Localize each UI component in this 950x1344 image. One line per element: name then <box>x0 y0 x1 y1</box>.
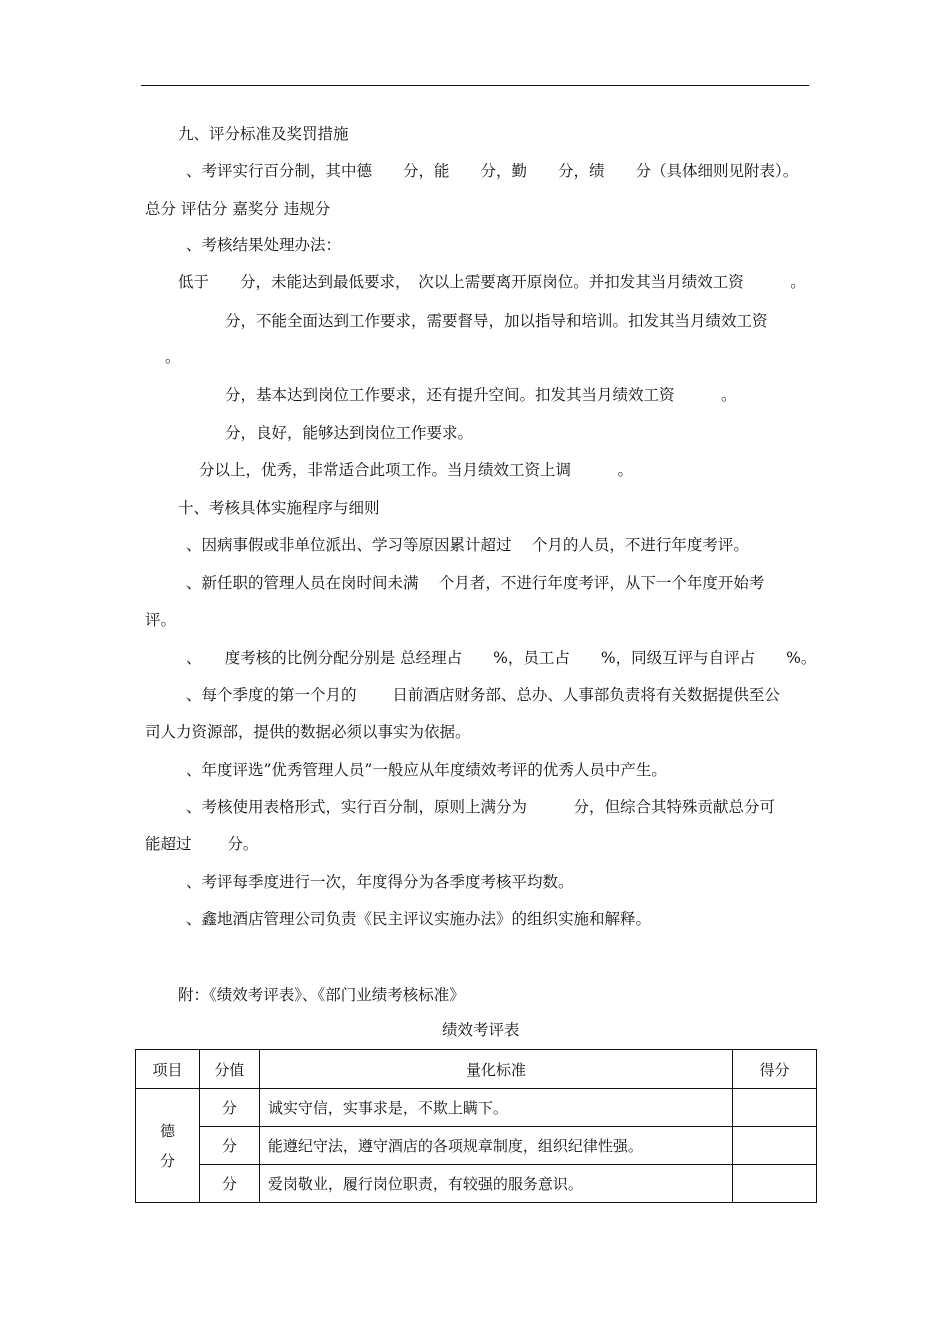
row-score[interactable] <box>733 1089 817 1127</box>
section10-line6b: 能超过 分。 <box>145 835 259 853</box>
appendix-note: 附：《绩效考评表》、《部门业绩考核标准》 <box>178 986 465 1004</box>
section10-line6: 、考核使用表格形式，实行百分制，原则上满分为 分，但综合其特殊贡献总分可 <box>186 798 776 816</box>
section10-line8: 、鑫地酒店管理公司负责《民主评议实施办法》的组织实施和解释。 <box>186 910 652 928</box>
row-value: 分 <box>199 1089 259 1127</box>
row-criterion: 诚实守信，实事求是，不欺上瞒下。 <box>259 1089 732 1127</box>
table-header-row <box>136 1050 817 1089</box>
section9-line4: 低于 分，未能达到最低要求， 次以上需要离开原岗位。并扣发其当月绩效工资 。 <box>178 273 806 291</box>
section10-heading: 十、考核具体实施程序与细则 <box>178 499 380 517</box>
header-score: 得分 <box>733 1050 817 1089</box>
table-row <box>136 1165 817 1203</box>
row-criterion: 爱岗敬业，履行岗位职责，有较强的服务意识。 <box>259 1165 732 1203</box>
section10-line2: 、新任职的管理人员在岗时间未满 个月者，不进行年度考评，从下一个年度开始考 <box>186 574 765 592</box>
header-item: 项目 <box>136 1050 200 1089</box>
row-criterion: 能遵纪守法，遵守酒店的各项规章制度，组织纪律性强。 <box>259 1127 732 1165</box>
row-score[interactable] <box>733 1127 817 1165</box>
table-title: 绩效考评表 <box>442 1021 520 1039</box>
section9-line5b: 。 <box>165 348 181 366</box>
group-cell <box>136 1089 200 1203</box>
section10-line1: 、因病事假或非单位派出、学习等原因累计超过 个月的人员，不进行年度考评。 <box>186 536 749 554</box>
header-rule <box>141 85 809 86</box>
group-label-line2: 分 <box>159 1151 175 1170</box>
section9-line2: 总分 评估分 嘉奖分 违规分 <box>145 200 331 218</box>
section9-heading: 九、评分标准及奖罚措施 <box>178 125 349 143</box>
section10-line5: 、年度评选”优秀管理人员”一般应从年度绩效考评的优秀人员中产生。 <box>186 761 667 779</box>
section9-line8: 分以上，优秀，非常适合此项工作。当月绩效工资上调 。 <box>199 461 634 479</box>
section10-line4b: 司人力资源部，提供的数据必须以事实为依据。 <box>145 723 471 741</box>
section10-line4: 、每个季度的第一个月的 日前酒店财务部、总办、人事部负责将有关数据提供至公 <box>186 686 780 704</box>
section10-line2b: 评。 <box>145 611 177 629</box>
section9-line6: 分，基本达到岗位工作要求，还有提升空间。扣发其当月绩效工资 。 <box>225 386 737 404</box>
score-table <box>135 1049 817 1203</box>
table-row <box>136 1089 817 1127</box>
section10-line3: 、 度考核的比例分配分别是 总经理占 %，员工占 %，同级互评与自评占 %。 <box>186 649 817 667</box>
section10-line7: 、考评每季度进行一次，年度得分为各季度考核平均数。 <box>186 873 574 891</box>
row-value: 分 <box>199 1165 259 1203</box>
section9-line1: 、考评实行百分制，其中德 分，能 分，勤 分，绩 分（具体细则见附表）。 <box>186 162 799 180</box>
row-score[interactable] <box>733 1165 817 1203</box>
header-value: 分值 <box>199 1050 259 1089</box>
section9-line5: 分，不能全面达到工作要求，需要督导，加以指导和培训。扣发其当月绩效工资 <box>225 312 768 330</box>
section9-line7: 分，良好，能够达到岗位工作要求。 <box>225 424 474 442</box>
group-label-line1: 德 <box>159 1121 175 1140</box>
header-criterion: 量化标准 <box>259 1050 732 1089</box>
section9-line3: 、考核结果处理办法： <box>186 236 342 254</box>
row-value: 分 <box>199 1127 259 1165</box>
table-row <box>136 1127 817 1165</box>
